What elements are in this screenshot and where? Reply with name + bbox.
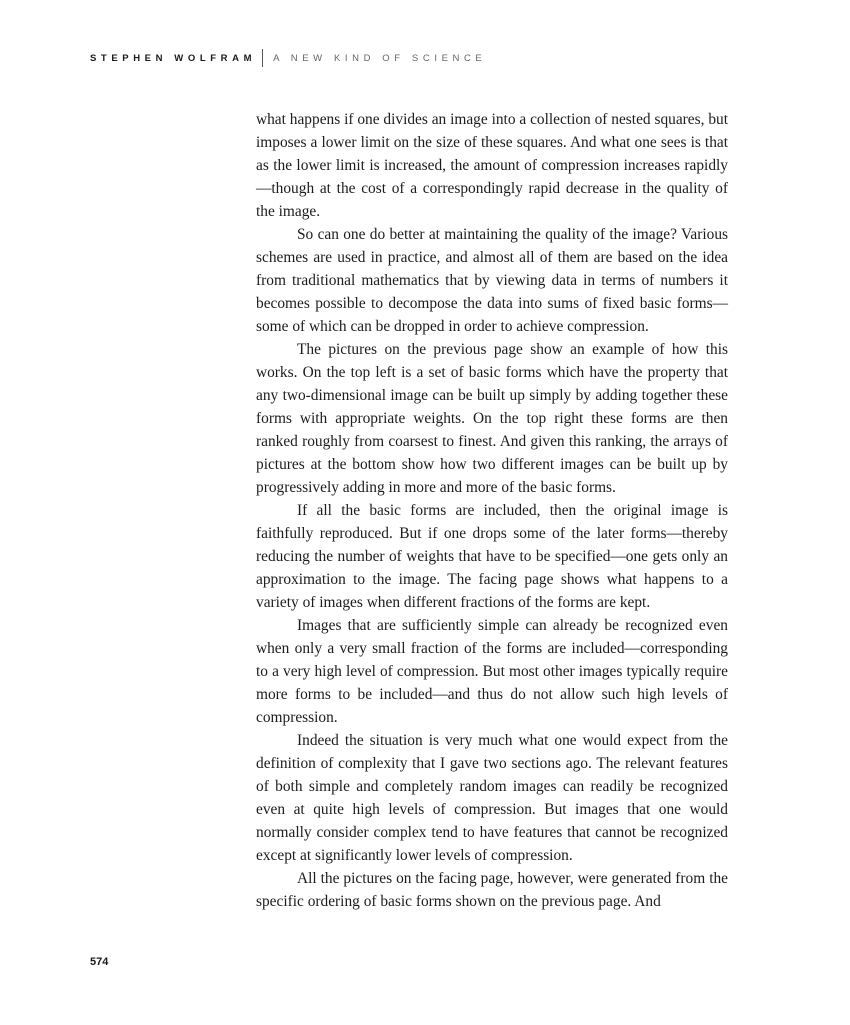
paragraph: If all the basic forms are included, then the original image is faithfully reproduced. But if one drops some of the later forms—thereby reducing the number of weights that have to be specified—one gets only an approximation to the image. The facing page shows what happens to a variety of images when different fractions of the forms are kept. — [256, 502, 728, 611]
running-head — [90, 49, 486, 67]
paragraph: The pictures on the previous page show an example of how this works. On the top left is a set of basic forms which have the property that any two-dimensional image can be built up simply by adding together these forms with appropriate weights. On the top right these forms are then ranked roughly from coarsest to finest. And given this ranking, the arrays of pictures at the bottom show how two different images can be built up by progressively adding in more and more of the basic forms. — [256, 341, 728, 496]
page-number: 574 — [90, 956, 109, 968]
paragraph: So can one do better at maintaining the quality of the image? Various schemes are used in practice, and almost all of them are based on the idea from traditional mathematics that by viewing data in terms of numbers it becomes possible to decompose the data into sums of fixed basic forms—some of which can be dropped in order to achieve compression. — [256, 226, 728, 335]
paragraph-continued: what happens if one divides an image into a collection of nested squares, but imposes a lower limit on the size of these squares. And what one sees is that as the lower limit is increased, the amount of compression increases rapidly—though at the cost of a correspondingly rapid decrease in the quality of the image. — [256, 111, 728, 220]
body-text — [256, 108, 728, 913]
paragraph: Images that are sufficiently simple can already be recognized even when only a very small fraction of the forms are included—corresponding to a very high level of compression. But most other images typically require more forms to be included—and thus do not allow such high levels of compression. — [256, 617, 728, 726]
author-name: STEPHEN WOLFRAM — [90, 52, 257, 64]
book-title: A NEW KIND OF SCIENCE — [273, 52, 487, 64]
header-divider — [262, 49, 263, 67]
paragraph: Indeed the situation is very much what one would expect from the definition of complexity that I gave two sections ago. The relevant features of both simple and completely random images can readily be recognized even at quite high levels of compression. But images that one would normally consider complex tend to have features that cannot be recognized except at significantly lower levels of compression. — [256, 732, 728, 864]
paragraph: All the pictures on the facing page, however, were generated from the specific ordering of basic forms shown on the previous page. And — [256, 870, 728, 910]
